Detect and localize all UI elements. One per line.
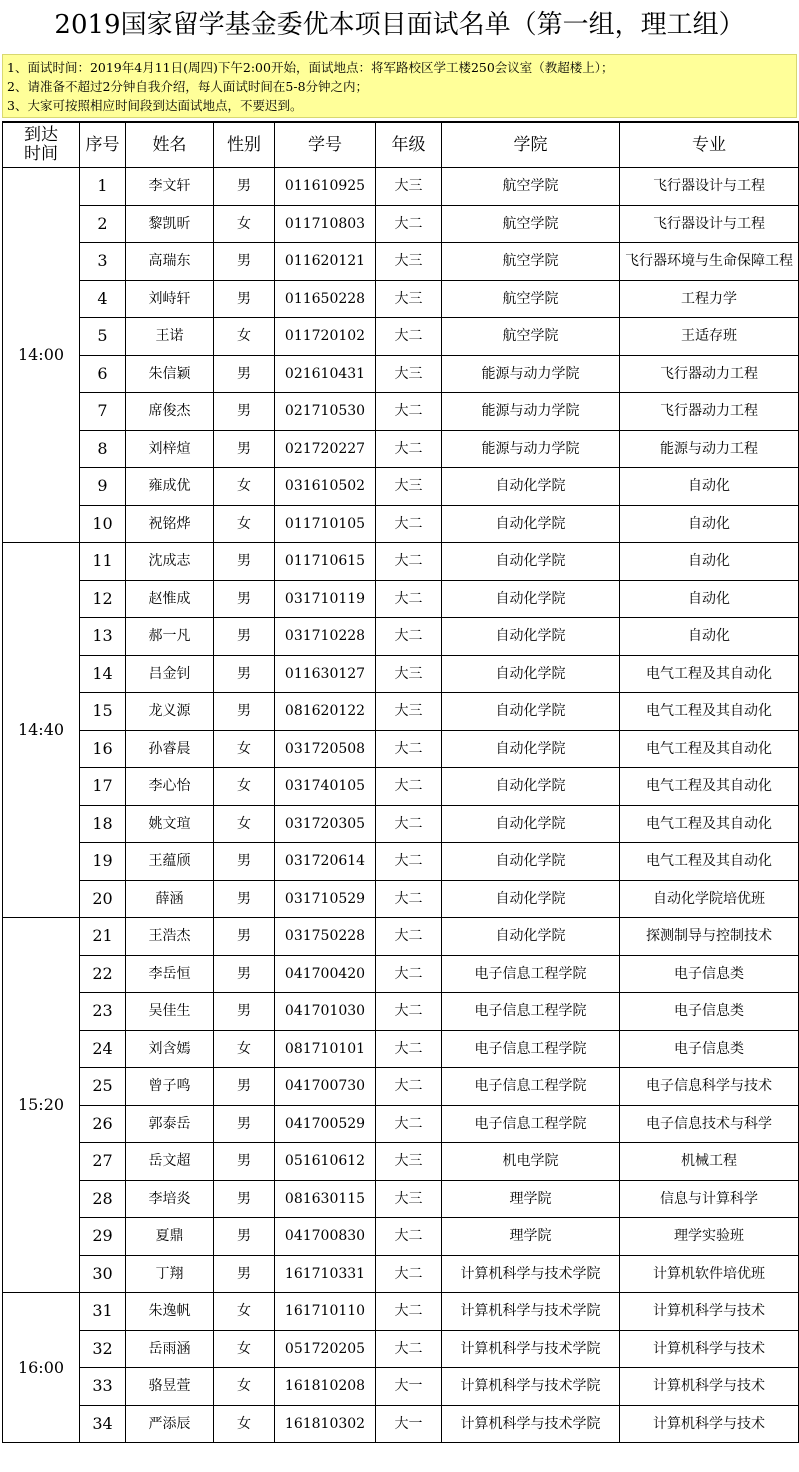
cell-major: 电气工程及其自动化	[620, 655, 799, 693]
cell-grade: 大一	[376, 1405, 442, 1443]
cell-index: 15	[80, 693, 126, 731]
cell-name: 朱逸帆	[126, 1293, 214, 1331]
table-row	[3, 1030, 799, 1068]
cell-gender: 女	[214, 205, 275, 243]
cell-college: 电子信息工程学院	[442, 1030, 620, 1068]
cell-college: 自动化学院	[442, 505, 620, 543]
cell-index: 34	[80, 1405, 126, 1443]
cell-student-id: 041701030	[275, 993, 376, 1031]
cell-gender: 女	[214, 1330, 275, 1368]
table-row	[3, 1218, 799, 1256]
cell-college: 自动化学院	[442, 730, 620, 768]
cell-major: 电气工程及其自动化	[620, 768, 799, 806]
cell-name: 骆昱萱	[126, 1368, 214, 1406]
cell-student-id: 031710529	[275, 880, 376, 918]
cell-student-id: 161710110	[275, 1293, 376, 1331]
cell-major: 理学实验班	[620, 1218, 799, 1256]
cell-index: 12	[80, 580, 126, 618]
cell-student-id: 031710228	[275, 618, 376, 656]
cell-grade: 大三	[376, 693, 442, 731]
cell-name: 朱信颖	[126, 355, 214, 393]
cell-student-id: 081630115	[275, 1180, 376, 1218]
cell-gender: 男	[214, 430, 275, 468]
cell-major: 工程力学	[620, 280, 799, 318]
table-row	[3, 880, 799, 918]
cell-grade: 大二	[376, 918, 442, 956]
cell-student-id: 081620122	[275, 693, 376, 731]
cell-major: 自动化	[620, 543, 799, 581]
cell-student-id: 031750228	[275, 918, 376, 956]
cell-gender: 男	[214, 843, 275, 881]
cell-student-id: 031740105	[275, 768, 376, 806]
cell-college: 电子信息工程学院	[442, 955, 620, 993]
cell-grade: 大二	[376, 205, 442, 243]
cell-name: 赵惟成	[126, 580, 214, 618]
cell-index: 31	[80, 1293, 126, 1331]
cell-student-id: 011710803	[275, 205, 376, 243]
cell-gender: 男	[214, 918, 275, 956]
cell-student-id: 161710331	[275, 1255, 376, 1293]
header-grade: 年级	[376, 122, 442, 168]
cell-gender: 男	[214, 618, 275, 656]
cell-grade: 大二	[376, 955, 442, 993]
cell-index: 19	[80, 843, 126, 881]
cell-grade: 大三	[376, 168, 442, 206]
cell-index: 10	[80, 505, 126, 543]
table-row	[3, 318, 799, 356]
cell-grade: 大二	[376, 768, 442, 806]
cell-student-id: 161810208	[275, 1368, 376, 1406]
cell-grade: 大三	[376, 243, 442, 281]
cell-name: 祝铭烨	[126, 505, 214, 543]
cell-gender: 男	[214, 580, 275, 618]
cell-major: 飞行器设计与工程	[620, 168, 799, 206]
cell-grade: 大三	[376, 280, 442, 318]
cell-major: 机械工程	[620, 1143, 799, 1181]
cell-student-id: 031720305	[275, 805, 376, 843]
cell-grade: 大二	[376, 543, 442, 581]
header-arrival-time-label: 到达时间	[23, 125, 58, 164]
cell-college: 航空学院	[442, 168, 620, 206]
cell-index: 5	[80, 318, 126, 356]
cell-college: 能源与动力学院	[442, 393, 620, 431]
cell-student-id: 011720102	[275, 318, 376, 356]
table-row	[3, 1330, 799, 1368]
table-row	[3, 918, 799, 956]
cell-grade: 大二	[376, 1255, 442, 1293]
table-row	[3, 1368, 799, 1406]
table-row	[3, 693, 799, 731]
cell-index: 11	[80, 543, 126, 581]
cell-grade: 大三	[376, 355, 442, 393]
cell-student-id: 081710101	[275, 1030, 376, 1068]
cell-index: 1	[80, 168, 126, 206]
table-row	[3, 1105, 799, 1143]
cell-student-id: 011650228	[275, 280, 376, 318]
cell-gender: 女	[214, 1405, 275, 1443]
cell-college: 电子信息工程学院	[442, 993, 620, 1031]
cell-grade: 大二	[376, 1293, 442, 1331]
cell-arrival-time: 14:40	[3, 543, 80, 918]
cell-college: 航空学院	[442, 318, 620, 356]
header-arrival-time	[3, 122, 80, 168]
cell-college: 自动化学院	[442, 580, 620, 618]
cell-name: 薛涵	[126, 880, 214, 918]
cell-major: 自动化	[620, 505, 799, 543]
table-row	[3, 1180, 799, 1218]
cell-name: 吕金钊	[126, 655, 214, 693]
cell-gender: 男	[214, 993, 275, 1031]
cell-gender: 男	[214, 280, 275, 318]
cell-major: 计算机软件培优班	[620, 1255, 799, 1293]
cell-student-id: 011710615	[275, 543, 376, 581]
cell-major: 电子信息类	[620, 993, 799, 1031]
cell-name: 郝一凡	[126, 618, 214, 656]
cell-grade: 大三	[376, 655, 442, 693]
cell-college: 自动化学院	[442, 768, 620, 806]
table-row	[3, 618, 799, 656]
table-row	[3, 1068, 799, 1106]
cell-index: 29	[80, 1218, 126, 1256]
table-row	[3, 468, 799, 506]
cell-major: 王适存班	[620, 318, 799, 356]
cell-college: 机电学院	[442, 1143, 620, 1181]
cell-major: 电子信息技术与科学	[620, 1105, 799, 1143]
table-body	[3, 168, 799, 1443]
cell-student-id: 041700730	[275, 1068, 376, 1106]
cell-gender: 男	[214, 1105, 275, 1143]
cell-grade: 大二	[376, 318, 442, 356]
cell-name: 王蕴颀	[126, 843, 214, 881]
cell-major: 电子信息类	[620, 1030, 799, 1068]
cell-index: 28	[80, 1180, 126, 1218]
cell-index: 9	[80, 468, 126, 506]
cell-major: 电气工程及其自动化	[620, 805, 799, 843]
cell-name: 郭泰岳	[126, 1105, 214, 1143]
cell-gender: 男	[214, 243, 275, 281]
cell-major: 计算机科学与技术	[620, 1330, 799, 1368]
table-row	[3, 993, 799, 1031]
cell-grade: 大二	[376, 843, 442, 881]
cell-grade: 大二	[376, 880, 442, 918]
cell-student-id: 021720227	[275, 430, 376, 468]
cell-name: 李文轩	[126, 168, 214, 206]
table-row	[3, 505, 799, 543]
cell-major: 自动化	[620, 618, 799, 656]
cell-grade: 大二	[376, 505, 442, 543]
cell-student-id: 011630127	[275, 655, 376, 693]
cell-grade: 大二	[376, 1218, 442, 1256]
cell-gender: 男	[214, 1068, 275, 1106]
cell-name: 丁翔	[126, 1255, 214, 1293]
cell-major: 电气工程及其自动化	[620, 693, 799, 731]
cell-college: 航空学院	[442, 243, 620, 281]
cell-name: 刘含嫣	[126, 1030, 214, 1068]
cell-major: 自动化学院培优班	[620, 880, 799, 918]
cell-gender: 男	[214, 168, 275, 206]
cell-gender: 女	[214, 1293, 275, 1331]
cell-index: 2	[80, 205, 126, 243]
cell-student-id: 031610502	[275, 468, 376, 506]
cell-major: 电气工程及其自动化	[620, 730, 799, 768]
table-row	[3, 280, 799, 318]
cell-major: 电子信息科学与技术	[620, 1068, 799, 1106]
cell-grade: 大二	[376, 730, 442, 768]
cell-college: 自动化学院	[442, 843, 620, 881]
cell-grade: 大二	[376, 618, 442, 656]
cell-college: 自动化学院	[442, 468, 620, 506]
table-row	[3, 205, 799, 243]
cell-grade: 大三	[376, 1180, 442, 1218]
cell-college: 理学院	[442, 1218, 620, 1256]
cell-index: 33	[80, 1368, 126, 1406]
header-name: 姓名	[126, 122, 214, 168]
cell-student-id: 041700420	[275, 955, 376, 993]
cell-name: 雍成优	[126, 468, 214, 506]
table-row	[3, 955, 799, 993]
table-header-row	[3, 122, 799, 168]
cell-gender: 男	[214, 543, 275, 581]
cell-college: 航空学院	[442, 205, 620, 243]
cell-gender: 男	[214, 955, 275, 993]
cell-index: 14	[80, 655, 126, 693]
cell-name: 沈成志	[126, 543, 214, 581]
cell-student-id: 011710105	[275, 505, 376, 543]
cell-index: 26	[80, 1105, 126, 1143]
cell-name: 刘梓煊	[126, 430, 214, 468]
cell-name: 王浩杰	[126, 918, 214, 956]
header-student-id: 学号	[275, 122, 376, 168]
cell-major: 计算机科学与技术	[620, 1405, 799, 1443]
cell-index: 21	[80, 918, 126, 956]
cell-college: 自动化学院	[442, 655, 620, 693]
cell-grade: 大二	[376, 1068, 442, 1106]
cell-index: 13	[80, 618, 126, 656]
cell-grade: 大三	[376, 468, 442, 506]
table-row	[3, 243, 799, 281]
cell-gender: 男	[214, 693, 275, 731]
table-row	[3, 393, 799, 431]
page-title: 2019国家留学基金委优本项目面试名单（第一组，理工组）	[54, 10, 745, 40]
cell-gender: 女	[214, 730, 275, 768]
cell-major: 飞行器动力工程	[620, 393, 799, 431]
cell-gender: 女	[214, 505, 275, 543]
table-row	[3, 430, 799, 468]
cell-name: 曾子鸣	[126, 1068, 214, 1106]
cell-name: 吴佳生	[126, 993, 214, 1031]
cell-college: 电子信息工程学院	[442, 1105, 620, 1143]
cell-college: 计算机科学与技术学院	[442, 1293, 620, 1331]
cell-student-id: 041700529	[275, 1105, 376, 1143]
cell-name: 岳雨涵	[126, 1330, 214, 1368]
cell-gender: 男	[214, 355, 275, 393]
cell-student-id: 051720205	[275, 1330, 376, 1368]
cell-arrival-time: 16:00	[3, 1293, 80, 1443]
cell-college: 自动化学院	[442, 918, 620, 956]
cell-college: 能源与动力学院	[442, 430, 620, 468]
cell-college: 能源与动力学院	[442, 355, 620, 393]
note-line: 2、请准备不超过2分钟自我介绍，每人面试时间在5-8分钟之内；	[7, 79, 369, 94]
cell-gender: 女	[214, 468, 275, 506]
cell-gender: 女	[214, 1368, 275, 1406]
table-row	[3, 580, 799, 618]
cell-student-id: 161810302	[275, 1405, 376, 1443]
cell-gender: 男	[214, 393, 275, 431]
cell-grade: 大二	[376, 993, 442, 1031]
note-line: 3、大家可按照相应时间段到达面试地点，不要迟到。	[7, 98, 303, 113]
cell-grade: 大二	[376, 430, 442, 468]
header-index: 序号	[80, 122, 126, 168]
cell-index: 8	[80, 430, 126, 468]
table-row	[3, 730, 799, 768]
cell-index: 25	[80, 1068, 126, 1106]
cell-college: 自动化学院	[442, 693, 620, 731]
cell-gender: 女	[214, 318, 275, 356]
table-row	[3, 168, 799, 206]
cell-college: 计算机科学与技术学院	[442, 1405, 620, 1443]
table-row	[3, 655, 799, 693]
cell-major: 电子信息类	[620, 955, 799, 993]
cell-name: 孙睿晨	[126, 730, 214, 768]
cell-name: 李岳恒	[126, 955, 214, 993]
header-college: 学院	[442, 122, 620, 168]
cell-gender: 女	[214, 1030, 275, 1068]
cell-index: 22	[80, 955, 126, 993]
table-row	[3, 1293, 799, 1331]
table-row	[3, 1143, 799, 1181]
cell-grade: 大二	[376, 393, 442, 431]
table-row	[3, 1255, 799, 1293]
cell-index: 16	[80, 730, 126, 768]
cell-grade: 大一	[376, 1368, 442, 1406]
cell-index: 18	[80, 805, 126, 843]
cell-grade: 大二	[376, 805, 442, 843]
cell-index: 4	[80, 280, 126, 318]
cell-student-id: 021610431	[275, 355, 376, 393]
cell-college: 自动化学院	[442, 618, 620, 656]
cell-index: 27	[80, 1143, 126, 1181]
cell-grade: 大二	[376, 1105, 442, 1143]
cell-index: 32	[80, 1330, 126, 1368]
cell-college: 航空学院	[442, 280, 620, 318]
cell-gender: 男	[214, 1180, 275, 1218]
header-gender: 性别	[214, 122, 275, 168]
cell-gender: 男	[214, 880, 275, 918]
cell-gender: 男	[214, 1218, 275, 1256]
interview-table	[2, 121, 799, 1443]
table-row	[3, 355, 799, 393]
cell-name: 黎凯昕	[126, 205, 214, 243]
cell-index: 30	[80, 1255, 126, 1293]
cell-student-id: 011620121	[275, 243, 376, 281]
cell-index: 7	[80, 393, 126, 431]
cell-college: 理学院	[442, 1180, 620, 1218]
cell-major: 计算机科学与技术	[620, 1293, 799, 1331]
cell-major: 自动化	[620, 468, 799, 506]
cell-gender: 男	[214, 1143, 275, 1181]
cell-name: 龙义源	[126, 693, 214, 731]
cell-name: 王诺	[126, 318, 214, 356]
cell-student-id: 031720508	[275, 730, 376, 768]
cell-major: 电气工程及其自动化	[620, 843, 799, 881]
cell-student-id: 021710530	[275, 393, 376, 431]
cell-name: 李心怡	[126, 768, 214, 806]
cell-gender: 男	[214, 1255, 275, 1293]
cell-index: 3	[80, 243, 126, 281]
table-row	[3, 543, 799, 581]
cell-index: 6	[80, 355, 126, 393]
cell-college: 电子信息工程学院	[442, 1068, 620, 1106]
cell-college: 自动化学院	[442, 543, 620, 581]
cell-name: 夏鼎	[126, 1218, 214, 1256]
cell-name: 刘峙轩	[126, 280, 214, 318]
cell-student-id: 031720614	[275, 843, 376, 881]
cell-student-id: 011610925	[275, 168, 376, 206]
cell-major: 能源与动力工程	[620, 430, 799, 468]
notes-box	[2, 54, 797, 118]
cell-grade: 大二	[376, 1030, 442, 1068]
cell-college: 自动化学院	[442, 880, 620, 918]
cell-student-id: 051610612	[275, 1143, 376, 1181]
table-row	[3, 805, 799, 843]
cell-college: 自动化学院	[442, 805, 620, 843]
header-major: 专业	[620, 122, 799, 168]
cell-name: 严添辰	[126, 1405, 214, 1443]
note-line: 1、面试时间：2019年4月11日(周四)下午2:00开始，面试地点：将军路校区学工楼250会议室（教超楼上）；	[7, 60, 614, 75]
cell-major: 计算机科学与技术	[620, 1368, 799, 1406]
cell-gender: 女	[214, 805, 275, 843]
cell-name: 姚文瑄	[126, 805, 214, 843]
cell-gender: 男	[214, 655, 275, 693]
cell-college: 计算机科学与技术学院	[442, 1368, 620, 1406]
cell-major: 信息与计算科学	[620, 1180, 799, 1218]
cell-index: 20	[80, 880, 126, 918]
cell-grade: 大三	[376, 1143, 442, 1181]
cell-index: 24	[80, 1030, 126, 1068]
cell-index: 17	[80, 768, 126, 806]
cell-arrival-time: 15:20	[3, 918, 80, 1293]
cell-index: 23	[80, 993, 126, 1031]
table-row	[3, 768, 799, 806]
cell-gender: 女	[214, 768, 275, 806]
cell-grade: 大二	[376, 1330, 442, 1368]
cell-grade: 大二	[376, 580, 442, 618]
cell-major: 飞行器环境与生命保障工程	[620, 243, 799, 281]
cell-student-id: 031710119	[275, 580, 376, 618]
table-row	[3, 1405, 799, 1443]
cell-arrival-time: 14:00	[3, 168, 80, 543]
cell-major: 自动化	[620, 580, 799, 618]
cell-name: 高瑞东	[126, 243, 214, 281]
cell-name: 岳文超	[126, 1143, 214, 1181]
cell-college: 计算机科学与技术学院	[442, 1330, 620, 1368]
cell-student-id: 041700830	[275, 1218, 376, 1256]
cell-major: 探测制导与控制技术	[620, 918, 799, 956]
cell-name: 席俊杰	[126, 393, 214, 431]
cell-college: 计算机科学与技术学院	[442, 1255, 620, 1293]
cell-major: 飞行器设计与工程	[620, 205, 799, 243]
cell-major: 飞行器动力工程	[620, 355, 799, 393]
cell-name: 李培炎	[126, 1180, 214, 1218]
table-row	[3, 843, 799, 881]
